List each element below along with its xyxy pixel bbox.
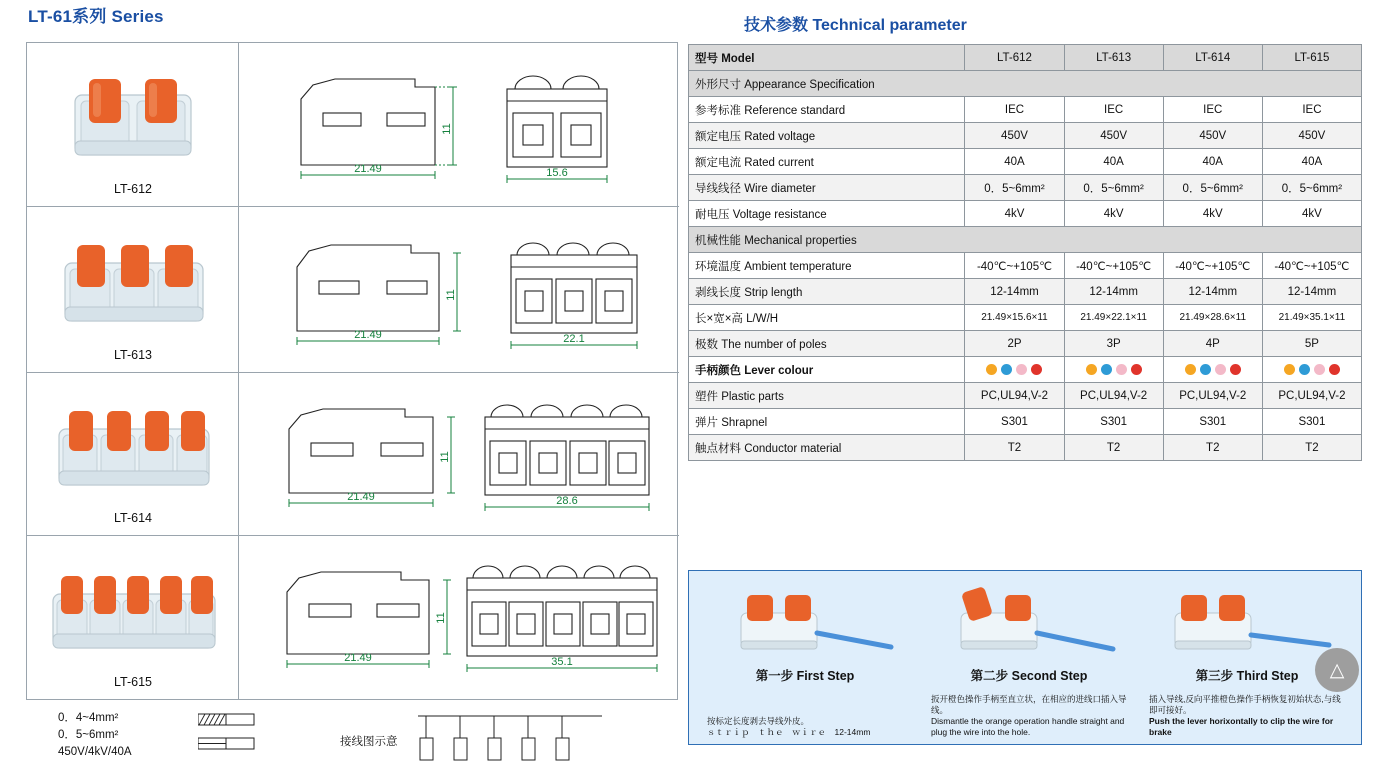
cell-value: S301 [1262,409,1361,435]
row-label: 额定电流 Rated current [689,149,965,175]
colour-dots [1269,364,1355,375]
step-1-description [707,716,907,738]
cell-value: 0．5~6mm² [1262,175,1361,201]
cell-value: -40℃~+105℃ [1064,253,1163,279]
dim-length: 21.49 [354,329,382,341]
cell-value: 3P [1064,331,1163,357]
colour-dots [971,364,1057,375]
step-1 [693,571,917,746]
cell-value: 21.49×15.6×11 [965,305,1064,331]
cell-value: PC,UL94,V-2 [1262,383,1361,409]
cell-value: 4kV [965,201,1064,227]
cell-value: 12-14mm [965,279,1064,305]
table-row-reference-standard [689,97,1362,123]
dim-height: 11 [439,451,451,463]
section-label: 机械性能 Mechanical properties [689,227,1362,253]
table-row-rated-voltage [689,123,1362,149]
row-label: 手柄颜色 Lever colour [689,357,965,383]
cell-value: 5P [1262,331,1361,357]
colour-dot [1116,364,1127,375]
step-3-desc-en: Push the lever horixontally to clip the wire for brake [1149,716,1334,737]
table-header-row [689,45,1362,71]
cell-value: IEC [1064,97,1163,123]
cell-value: PC,UL94,V-2 [1163,383,1262,409]
dim-height: 11 [435,612,447,624]
dim-width: 15.6 [546,167,568,179]
product-label: LT-612 [114,182,152,196]
cell-value: -40℃~+105℃ [1163,253,1262,279]
cell-value: T2 [1163,435,1262,461]
row-label: 导线线径 Wire diameter [689,175,965,201]
legend-line-2: 0．5~6mm² [58,729,119,741]
cell-value: 450V [1163,123,1262,149]
colour-dot [1086,364,1097,375]
table-row-ambient-temperature [689,253,1362,279]
dim-width: 35.1 [551,656,573,668]
dimension-drawing-2p [239,43,679,206]
row-label: 参考标准 Reference standard [689,97,965,123]
header-model-label: 型号 Model [689,45,965,71]
colour-dots [1071,364,1157,375]
cell-value: 40A [1163,149,1262,175]
cell-value: 12-14mm [1262,279,1361,305]
cell-value: 4P [1163,331,1262,357]
table-row-lever-colour [689,357,1362,383]
step-2-illustration [917,583,1141,673]
wire-type-icons [198,712,262,754]
table-row [27,207,679,373]
dimension-drawing-4p [239,373,679,535]
colour-dot [986,364,997,375]
colour-dot [1031,364,1042,375]
table-row-poles [689,331,1362,357]
installation-steps-panel [688,570,1362,745]
header-model-3: LT-615 [1262,45,1361,71]
colour-dot [1200,364,1211,375]
dimension-drawing-3p [239,207,679,372]
drawing-cell [239,207,679,372]
drawing-cell [239,536,679,699]
table-row-wire-diameter [689,175,1362,201]
colour-dots [1170,364,1256,375]
table-row-plastic-parts [689,383,1362,409]
step-1-illustration [693,583,917,673]
lever-colour-swatches [965,357,1064,383]
dim-width: 22.1 [563,333,585,345]
section-label: 外形尺寸 Appearance Specification [689,71,1362,97]
cell-value: T2 [1064,435,1163,461]
legend-line-1: 0．4~4mm² [58,712,119,724]
cell-value: 21.49×22.1×11 [1064,305,1163,331]
dimension-drawing-5p [239,536,679,698]
cell-value: 450V [1064,123,1163,149]
cell-value: 450V [1262,123,1361,149]
product-label: LT-615 [114,675,152,689]
cell-value: 4kV [1064,201,1163,227]
product-label: LT-613 [114,348,152,362]
lever-colour-swatches [1163,357,1262,383]
spec-table [688,44,1362,461]
wiring-diagram-label: 接线图示意 [340,736,398,748]
row-label: 弹片 Shrapnel [689,409,965,435]
cell-value: PC,UL94,V-2 [1064,383,1163,409]
table-row-shrapnel [689,409,1362,435]
right-panel-title: 技术参数 Technical parameter [744,17,967,34]
wiring-diagram [412,712,612,764]
table-row-rated-current [689,149,1362,175]
colour-dot [1131,364,1142,375]
table-row [27,43,679,207]
cell-value: S301 [1064,409,1163,435]
header-model-1: LT-613 [1064,45,1163,71]
step-2 [917,571,1141,746]
step-1-title: 第一步 First Step [755,669,855,683]
row-label: 塑件 Plastic parts [689,383,965,409]
connector-photo-5p [27,536,239,698]
cell-value: T2 [965,435,1064,461]
table-row-voltage-resistance [689,201,1362,227]
table-row-lwh [689,305,1362,331]
colour-dot [1185,364,1196,375]
cell-value: 4kV [1163,201,1262,227]
cell-value: IEC [1262,97,1361,123]
cell-value: S301 [965,409,1064,435]
cell-value: 21.49×35.1×11 [1262,305,1361,331]
colour-dot [1314,364,1325,375]
cell-value: 4kV [1262,201,1361,227]
cell-value: 21.49×28.6×11 [1163,305,1262,331]
cell-value: 450V [965,123,1064,149]
cell-value: PC,UL94,V-2 [965,383,1064,409]
step-3-description [1149,694,1349,738]
table-section-appearance [689,71,1362,97]
step-1-desc-cn: 按标定长度剥去导线外皮。 [707,716,810,726]
colour-dot [1001,364,1012,375]
step-3-desc-cn: 插入导线,反向平推橙色操作手柄恢复初始状态,与线即可接好。 [1149,694,1341,715]
colour-dot [1284,364,1295,375]
lever-colour-swatches [1064,357,1163,383]
step-3-title: 第三步 Third Step [1195,669,1299,683]
cell-value: IEC [965,97,1064,123]
cell-value: 0．5~6mm² [1064,175,1163,201]
colour-dot [1299,364,1310,375]
colour-dot [1016,364,1027,375]
drawing-cell [239,43,679,206]
row-label: 环境温度 Ambient temperature [689,253,965,279]
header-model-2: LT-614 [1163,45,1262,71]
cell-value: 2P [965,331,1064,357]
cell-value: 12-14mm [1163,279,1262,305]
colour-dot [1101,364,1112,375]
step-2-desc-cn: 扳开橙色操作手柄至直立状，在相应的进线口插入导线。 [931,694,1127,715]
cell-value: 40A [1262,149,1361,175]
cell-value: 40A [965,149,1064,175]
dim-length: 21.49 [354,163,382,175]
lever-colour-swatches [1262,357,1361,383]
row-label: 额定电压 Rated voltage [689,123,965,149]
cell-value: IEC [1163,97,1262,123]
colour-dot [1329,364,1340,375]
cell-value: 0．5~6mm² [1163,175,1262,201]
row-label: 极数 The number of poles [689,331,965,357]
cell-value: T2 [1262,435,1361,461]
table-row-strip-length [689,279,1362,305]
dim-length: 21.49 [344,652,372,664]
dim-width: 28.6 [556,495,578,507]
table-row [27,536,679,699]
wire-legend [58,710,132,761]
table-row-conductor-material [689,435,1362,461]
step-2-desc-en: Dismantle the orange operation handle straight and plug the wire into the hole. [931,716,1125,737]
header-model-0: LT-612 [965,45,1064,71]
table-row [27,373,679,536]
product-table [26,42,678,700]
dim-length: 21.49 [347,491,375,503]
row-label: 长×宽×高 L/W/H [689,305,965,331]
dim-height: 11 [441,123,453,135]
cell-value: 12-14mm [1064,279,1163,305]
scroll-to-top-button[interactable] [1315,648,1359,692]
row-label: 剥线长度 Strip length [689,279,965,305]
cell-value: -40℃~+105℃ [965,253,1064,279]
colour-dot [1230,364,1241,375]
cell-value: -40℃~+105℃ [1262,253,1361,279]
row-label: 耐电压 Voltage resistance [689,201,965,227]
row-label: 触点材料 Conductor material [689,435,965,461]
cell-value: 40A [1064,149,1163,175]
step-2-description [931,694,1131,738]
step-2-title: 第二步 Second Step [970,669,1088,683]
drawing-cell [239,373,679,535]
chevron-up-icon: △ [1329,659,1345,681]
left-panel-title: LT-61系列 Series [28,7,164,26]
product-label: LT-614 [114,511,152,525]
colour-dot [1215,364,1226,375]
table-section-mechanical [689,227,1362,253]
dim-height: 11 [445,289,457,301]
legend-line-3: 450V/4kV/40A [58,746,132,758]
step-1-desc-en: ｓｔｒｉｐ ｔｈｅ ｗｉｒｅ 12-14mm [707,727,871,737]
cell-value: S301 [1163,409,1262,435]
cell-value: 0．5~6mm² [965,175,1064,201]
